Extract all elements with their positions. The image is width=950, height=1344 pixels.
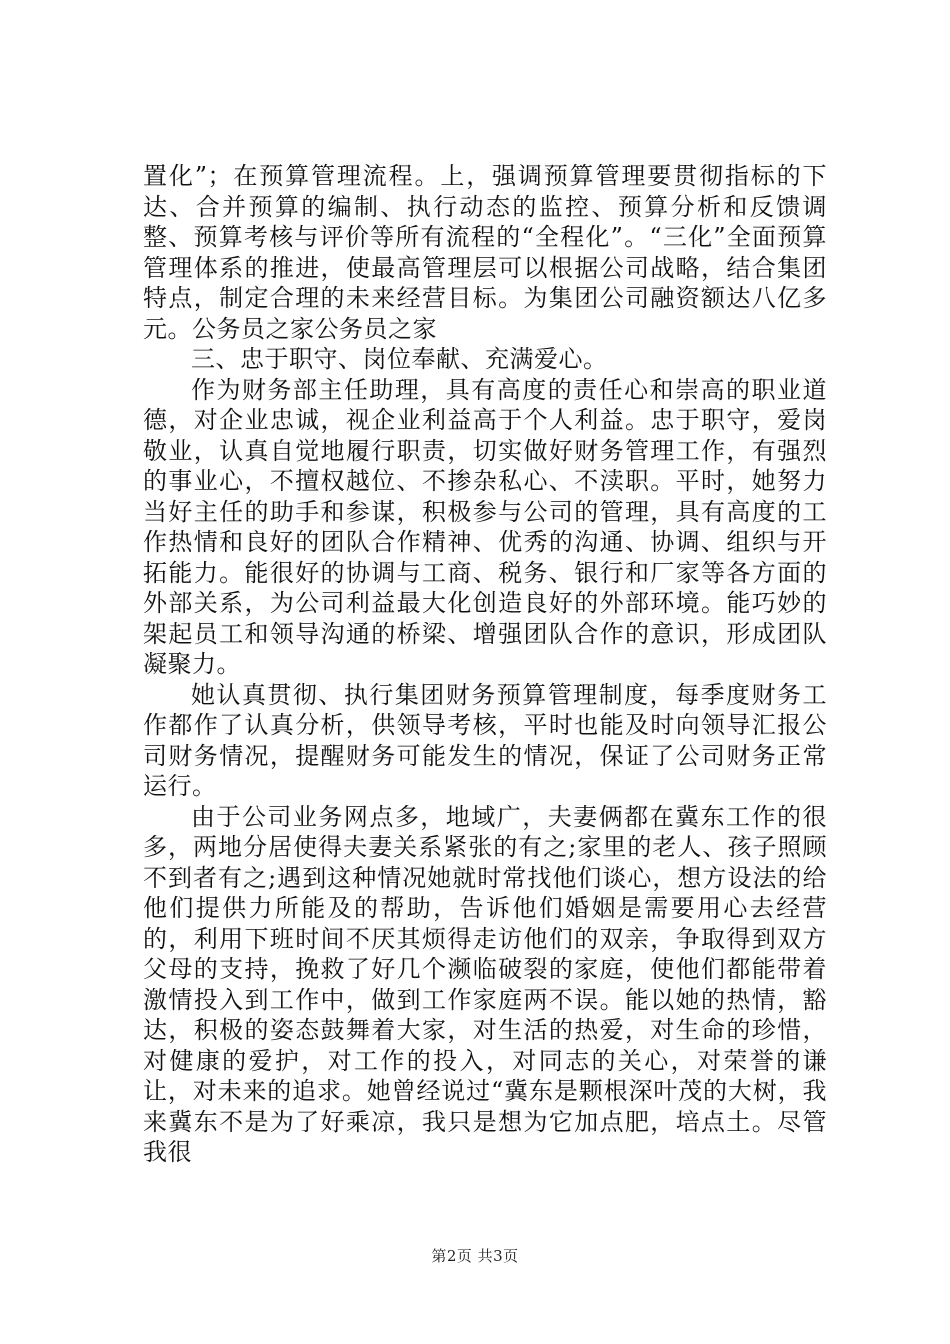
paragraph: 作为财务部主任助理，具有高度的责任心和崇高的职业道德，对企业忠诚，视企业利益高于个人利益。忠于职守，爱岗敬业，认真自觉地履行职责，切实做好财务管理工作，有强烈的事业心，不擅权越位、不掺杂私心、不渎职。平时，她努力当好主任的助手和参谋，积极参与公司的管理，具有高度的工作热情和良好的团队合作精神、优秀的沟通、协调、组织与开拓能力。能很好的协调与工商、税务、银行和厂家等各方面的外部关系，为公司利益最大化创造良好的外部环境。能巧妙的架起员工和领导沟通的桥梁、增强团队合作的意识，形成团队凝聚力。 <box>143 375 827 678</box>
page-footer: 第2页 共3页 <box>431 1247 519 1265</box>
paragraph: 由于公司业务网点多，地域广，夫妻俩都在冀东工作的很多，两地分居使得夫妻关系紧张的有之;家里的老人、孩子照顾不到者有之;遇到这种情况她就时常找他们谈心，想方设法的给他们提供力所能及的帮助，告诉他们婚姻是需要用心去经营的，利用下班时间不厌其烦得走访他们的双亲，争取得到双方父母的支持，挽救了好几个濒临破裂的家庭，使他们都能带着激情投入到工作中，做到工作家庭两不误。能以她的热情，豁达，积极的姿态鼓舞着大家，对生活的热爱，对生命的珍惜，对健康的爱护，对工作的投入，对同志的关心，对荣誉的谦让，对未来的追求。她曾经说过“冀东是颗根深叶茂的大树，我来冀东不是为了好乘凉，我只是想为它加点肥，培点土。尽管我很 <box>143 802 827 1166</box>
document-body <box>143 161 827 1168</box>
paragraph: 她认真贯彻、执行集团财务预算管理制度，每季度财务工作都作了认真分析，供领导考核，平时也能及时向领导汇报公司财务情况，提醒财务可能发生的情况，保证了公司财务正常运行。 <box>143 680 827 800</box>
section-heading: 三、忠于职守、岗位奉献、充满爱心。 <box>191 345 608 373</box>
paragraph-continuation: 置化”；在预算管理流程。上，强调预算管理要贯彻指标的下达、合并预算的编制、执行动态的监控、预算分析和反馈调整、预算考核与评价等所有流程的“全程化”。“三化”全面预算管理体系的推进，使最高管理层可以根据公司战略，结合集团特点，制定合理的未来经营目标。为集团公司融资额达八亿多元。公务员之家公务员之家 <box>143 162 827 343</box>
